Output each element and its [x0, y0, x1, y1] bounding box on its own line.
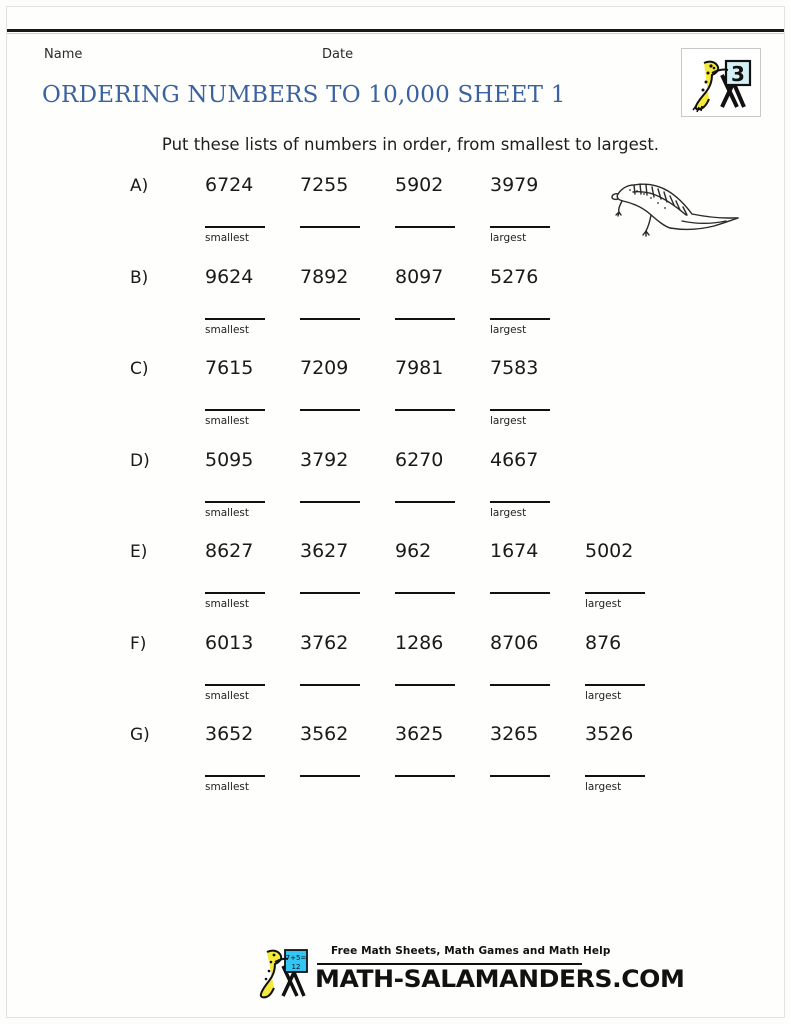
question-number: 6013 [205, 631, 254, 654]
answer-blank[interactable] [490, 409, 550, 411]
question-row [0, 534, 791, 626]
question-number: 1674 [490, 540, 539, 562]
question-number: 3979 [490, 174, 539, 196]
answer-blank[interactable] [395, 775, 455, 777]
answer-blank[interactable] [395, 318, 455, 320]
question-number: 7615 [205, 357, 254, 379]
question-number: 7255 [300, 174, 349, 196]
largest-label: largest [490, 232, 527, 244]
answer-blank[interactable] [300, 775, 360, 777]
question-number: 9624 [205, 265, 254, 288]
footer-tagline: Free Math Sheets, Math Games and Math Help [331, 945, 611, 957]
largest-label: largest [490, 415, 527, 427]
answer-blank[interactable] [205, 592, 265, 594]
question-number: 3625 [395, 723, 444, 745]
grade-badge [681, 48, 761, 117]
largest-label: largest [490, 323, 527, 336]
question-number: 7583 [490, 357, 539, 379]
question-number: 3652 [205, 723, 254, 745]
question-number: 1286 [395, 631, 444, 654]
question-row [0, 168, 791, 260]
question-number: 3562 [300, 723, 349, 745]
answer-blank[interactable] [585, 592, 645, 594]
question-number: 8706 [490, 631, 539, 654]
smallest-label: smallest [205, 781, 250, 793]
instruction-text: Put these lists of numbers in order, from smallest to largest. [161, 135, 660, 154]
grade-number: 3 [731, 62, 745, 86]
question-number: 7892 [300, 265, 349, 288]
question-row [0, 260, 791, 352]
question-number: 5276 [490, 265, 539, 288]
question-row [0, 626, 791, 718]
smallest-label: smallest [205, 598, 250, 610]
grade-badge-graphic [682, 49, 760, 116]
question-number: 7209 [300, 357, 349, 379]
answer-blank[interactable] [300, 684, 360, 686]
question-number: 3792 [300, 448, 349, 471]
answer-blank[interactable] [490, 775, 550, 777]
footer-mascot-body [261, 951, 281, 998]
largest-label: largest [585, 598, 622, 610]
answer-blank[interactable] [205, 409, 265, 411]
answer-blank[interactable] [490, 226, 550, 228]
answer-blank[interactable] [205, 318, 265, 320]
question-number: 962 [395, 540, 432, 562]
svg-text:12: 12 [291, 963, 301, 971]
largest-label: largest [585, 781, 622, 793]
question-number: 5902 [395, 174, 444, 196]
question-number: 5002 [585, 540, 634, 562]
largest-label: largest [490, 506, 527, 519]
answer-blank[interactable] [205, 501, 265, 503]
smallest-label: smallest [205, 415, 250, 427]
name-label: Name [44, 47, 83, 62]
smallest-label: smallest [205, 323, 250, 336]
answer-blank[interactable] [205, 684, 265, 686]
date-label: Date [322, 47, 354, 62]
question-row [0, 717, 791, 809]
question-number: 7981 [395, 357, 444, 379]
question-number: 8097 [395, 265, 444, 288]
svg-text:7+5=: 7+5= [285, 954, 307, 962]
question-number: 5095 [205, 448, 254, 471]
answer-blank[interactable] [395, 409, 455, 411]
question-number: 876 [585, 631, 622, 654]
footer-domain: MATH-SALAMANDERS.COM [315, 965, 685, 993]
answer-blank[interactable] [300, 318, 360, 320]
question-number: 6270 [395, 448, 444, 471]
question-number: 6724 [205, 174, 254, 196]
answer-blank[interactable] [585, 775, 645, 777]
page-title: ORDERING NUMBERS TO 10,000 SHEET 1 [42, 82, 566, 108]
question-letter: G) [130, 725, 150, 745]
header-rule [7, 29, 784, 32]
smallest-label: smallest [205, 232, 250, 244]
answer-blank[interactable] [300, 409, 360, 411]
question-letter: E) [130, 542, 148, 562]
question-number: 3627 [300, 540, 349, 562]
footer-salamander-mascot-icon [255, 936, 317, 1002]
answer-blank[interactable] [395, 592, 455, 594]
question-number: 8627 [205, 540, 254, 562]
question-number: 4667 [490, 448, 539, 471]
question-letter: A) [130, 176, 149, 196]
answer-blank[interactable] [205, 775, 265, 777]
footer-logo [255, 936, 685, 1008]
question-number: 3762 [300, 631, 349, 654]
answer-blank[interactable] [395, 226, 455, 228]
header-rule-secondary [7, 33, 784, 34]
answer-blank[interactable] [300, 592, 360, 594]
answer-blank[interactable] [300, 501, 360, 503]
smallest-label: smallest [205, 689, 250, 702]
smallest-label: smallest [205, 506, 250, 519]
questions-list [0, 168, 791, 809]
answer-blank[interactable] [490, 684, 550, 686]
answer-blank[interactable] [490, 501, 550, 503]
question-letter: B) [130, 267, 149, 288]
question-row [0, 351, 791, 443]
answer-blank[interactable] [395, 501, 455, 503]
answer-blank[interactable] [490, 592, 550, 594]
answer-blank[interactable] [205, 226, 265, 228]
question-letter: F) [130, 633, 147, 654]
answer-blank[interactable] [490, 318, 550, 320]
answer-blank[interactable] [300, 226, 360, 228]
largest-label: largest [585, 689, 622, 702]
question-number: 3526 [585, 723, 634, 745]
question-letter: C) [130, 359, 149, 379]
question-letter: D) [130, 450, 150, 471]
answer-blank[interactable] [585, 684, 645, 686]
question-row [0, 443, 791, 535]
question-number: 3265 [490, 723, 539, 745]
answer-blank[interactable] [395, 684, 455, 686]
